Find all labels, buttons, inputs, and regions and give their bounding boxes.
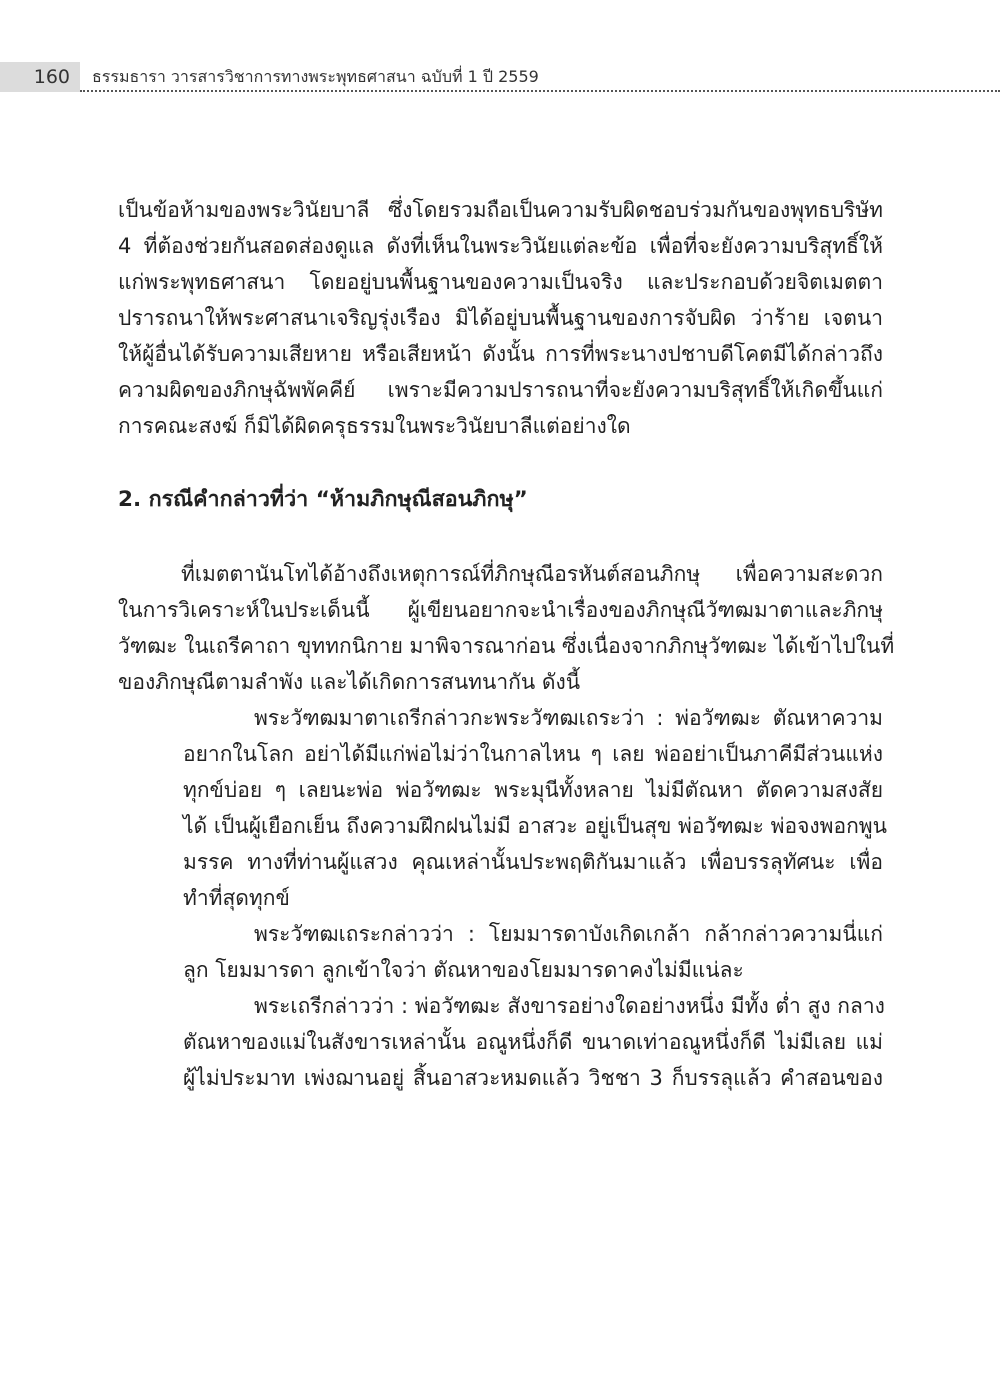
text-line: ในการวิเคราะห์ในประเด็นนี้ ผู้เขียนอยากจะนำเรื่องของภิกษุณีวัฑฒมาตาและภิกษุ — [118, 598, 883, 622]
quote-block-3 — [118, 988, 883, 1096]
quote-line: อยากในโลก อย่าได้มีแก่พ่อไม่ว่าในกาลไหน ๆ เลย พ่ออย่าเป็นภาคีมีส่วนแห่ง — [183, 742, 883, 766]
text-line: การคณะสงฆ์ ก็มิได้ผิดครุธรรมในพระวินัยบาลีแต่อย่างใด — [118, 414, 631, 438]
quote-line: พระวัฑฒมาตาเถรีกล่าวกะพระวัฑฒเถระว่า : พ่อวัฑฒะ ตัณหาความ — [254, 706, 883, 730]
body-text — [118, 192, 895, 1096]
text-line: แก่พระพุทธศาสนา โดยอยู่บนพื้นฐานของความเป็นจริง และประกอบด้วยจิตเมตตา — [118, 270, 883, 294]
quote-line: มรรค ทางที่ท่านผู้แสวง คุณเหล่านั้นประพฤติกันมาแล้ว เพื่อบรรลุทัศนะ เพื่อ — [183, 850, 883, 874]
text-line: ให้ผู้อื่นได้รับความเสียหาย หรือเสียหน้า ดังนั้น การที่พระนางปชาบดีโคตมีได้กล่าวถึง — [118, 342, 883, 366]
text-line: ความผิดของภิกษุฉัพพัคคีย์ เพราะมีความปรารถนาที่จะยังความบริสุทธิ์ให้เกิดขึ้นแก่ — [118, 378, 883, 402]
page-number: 160 — [0, 62, 80, 92]
text-line: ที่เมตตานันโทได้อ้างถึงเหตุการณ์ที่ภิกษุณีอรหันต์สอนภิกษุ เพื่อความสะดวก — [181, 562, 883, 586]
text-line: ของภิกษุณีตามลำพัง และได้เกิดการสนทนากัน ดังนี้ — [118, 670, 581, 694]
quote-line: ได้ เป็นผู้เยือกเย็น ถึงความฝึกฝนไม่มี อาสวะ อยู่เป็นสุข พ่อวัฑฒะ พ่อจงพอกพูน — [183, 814, 887, 838]
text-line: เป็นข้อห้ามของพระวินัยบาลี ซึ่งโดยรวมถือเป็นความรับผิดชอบร่วมกันของพุทธบริษัท — [118, 198, 883, 222]
quote-line: ทำที่สุดทุกข์ — [183, 886, 290, 910]
journal-title: ธรรมธารา วารสารวิชาการทางพระพุทธศาสนา ฉบับที่ 1 ปี 2559 — [92, 67, 539, 86]
quote-line: พระเถรีกล่าวว่า : พ่อวัฑฒะ สังขารอย่างใดอย่างหนึ่ง มีทั้ง ต่ำ สูง กลาง — [254, 994, 885, 1018]
paragraph-1 — [118, 192, 883, 444]
section-heading: 2. กรณีคำกล่าวที่ว่า “ห้ามภิกษุณีสอนภิกษุ” — [118, 487, 528, 512]
quote-line: ทุกข์บ่อย ๆ เลยนะพ่อ พ่อวัฑฒะ พระมุนีทั้งหลาย ไม่มีตัณหา ตัดความสงสัย — [183, 778, 883, 802]
quote-block-1 — [118, 700, 887, 916]
paragraph-2 — [118, 556, 895, 700]
quote-line: ผู้ไม่ประมาท เพ่งฌานอยู่ สิ้นอาสวะหมดแล้ว วิชชา 3 ก็บรรลุแล้ว คำสอนของ — [183, 1066, 883, 1090]
text-line: ปรารถนาให้พระศาสนาเจริญรุ่งเรือง มิได้อยู่บนพื้นฐานของการจับผิด ว่าร้าย เจตนา — [118, 306, 883, 330]
quote-line: ตัณหาของแม่ในสังขารเหล่านั้น อณูหนึ่งก็ดี ขนาดเท่าอณูหนึ่งก็ดี ไม่มีเลย แม่ — [183, 1030, 883, 1054]
quote-line: ลูก โยมมารดา ลูกเข้าใจว่า ตัณหาของโยมมารดาคงไม่มีแน่ละ — [183, 958, 744, 982]
text-line: 4 ที่ต้องช่วยกันสอดส่องดูแล ดังที่เห็นในพระวินัยแต่ละข้อ เพื่อที่จะยังความบริสุทธิ์ให้ — [118, 234, 883, 258]
quote-block-2 — [118, 916, 883, 988]
text-line: วัฑฒะ ในเถรีคาถา ขุททกนิกาย มาพิจารณาก่อน ซึ่งเนื่องจากภิกษุวัฑฒะ ได้เข้าไปในที่ — [118, 634, 895, 658]
running-header — [0, 62, 1000, 96]
quote-line: พระวัฑฒเถระกล่าวว่า : โยมมารดาบังเกิดเกล้า กล้ากล่าวความนี่แก่ — [254, 922, 883, 946]
header-dotted-rule — [80, 90, 1000, 92]
